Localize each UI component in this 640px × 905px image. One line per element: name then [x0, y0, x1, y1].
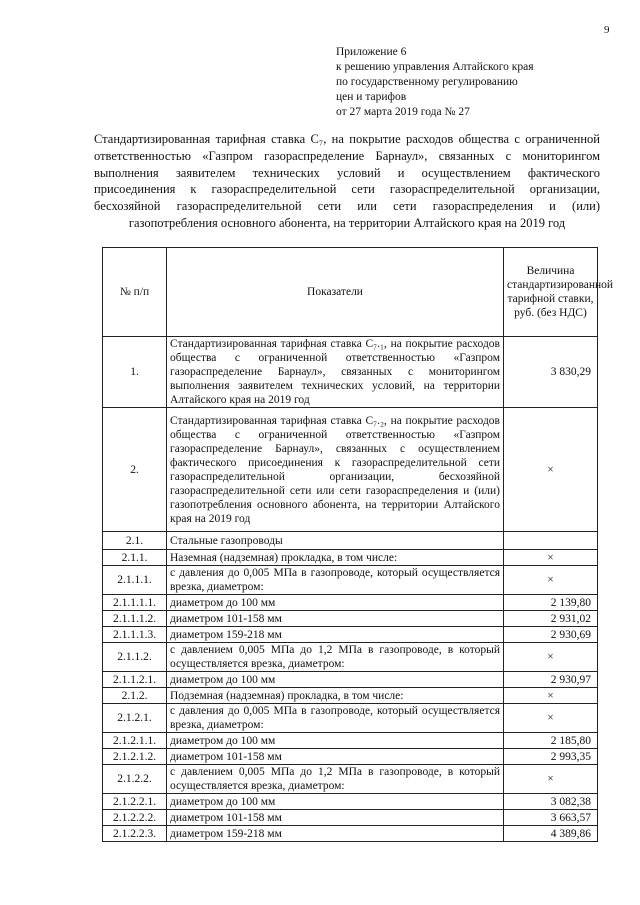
- row-value: 2 993,35: [504, 749, 598, 765]
- row-number: 2.1.1.2.: [103, 643, 167, 672]
- table-row: [103, 408, 598, 532]
- row-number: 2.: [103, 408, 167, 532]
- table-row: [103, 810, 598, 826]
- row-indicator: диаметром 101-158 мм: [167, 749, 504, 765]
- row-indicator: диаметром до 100 мм: [167, 595, 504, 611]
- row-number: 2.1.1.1.3.: [103, 627, 167, 643]
- row-number: 2.1.1.1.2.: [103, 611, 167, 627]
- row-indicator: диаметром 101-158 мм: [167, 810, 504, 826]
- table-row: [103, 337, 598, 408]
- table-row: [103, 627, 598, 643]
- row-indicator: диаметром до 100 мм: [167, 794, 504, 810]
- document-title: Стандартизированная тарифная ставка С₇, на покрытие расходов общества с ограниченной ответственностью «Газпром газораспределение Барнаул», связанных с мониторингом выполнения заявителем технических условий и осуществлением фактического присоединения к газораспределительной сети газораспределительной организации, бесхозяйной газораспределительной сети или сети газораспределения и (или) газопотребления основного абонента, на территории Алтайского края на 2019 год: [94, 132, 600, 230]
- row-number: 2.1.2.2.2.: [103, 810, 167, 826]
- row-number: 2.1.2.1.: [103, 704, 167, 733]
- header-num: № п/п: [103, 248, 167, 337]
- row-number: 2.1.2.2.1.: [103, 794, 167, 810]
- row-value: 2 139,80: [504, 595, 598, 611]
- row-number: 2.1.1.1.: [103, 566, 167, 595]
- table-row: [103, 749, 598, 765]
- row-number: 2.1.2.: [103, 688, 167, 704]
- row-indicator: с давления до 0,005 МПа в газопроводе, который осуществляется врезка, диаметром:: [167, 566, 504, 595]
- table-row: [103, 595, 598, 611]
- table-row: [103, 611, 598, 627]
- appendix-line: по государственному регулированию: [336, 76, 518, 88]
- row-value: [504, 532, 598, 550]
- row-value: 2 931,02: [504, 611, 598, 627]
- row-number: 2.1.2.1.1.: [103, 733, 167, 749]
- row-indicator: с давлением 0,005 МПа до 1,2 МПа в газопроводе, в который осуществляется врезка, диаметром:: [167, 765, 504, 794]
- row-indicator: Стандартизированная тарифная ставка С₇.₂, на покрытие расходов общества с ограниченной ответственностью «Газпром газораспределение Барнаул», связанных с осуществлением фактического присоединения к газораспределительной сети газораспределительной организации, бесхозяйной газораспределительной сети или сети газораспределения и (или) газопотребления основного абонента, на территории Алтайского края на 2019 год: [167, 408, 504, 532]
- row-value: 2 930,97: [504, 672, 598, 688]
- appendix-block: [336, 45, 616, 120]
- table-row: [103, 566, 598, 595]
- header-indicator: Показатели: [167, 248, 504, 337]
- row-indicator: диаметром до 100 мм: [167, 733, 504, 749]
- row-indicator: Стандартизированная тарифная ставка С₇.₁, на покрытие расходов общества с ограниченной ответственностью «Газпром газораспределение Барнаул», связанных с мониторингом выполнения заявителем технических условий, на территории Алтайского края на 2019 год: [167, 337, 504, 408]
- table-row: [103, 826, 598, 842]
- row-value: ×: [504, 566, 598, 595]
- table-row: [103, 532, 598, 550]
- header-value: Величина стандартизированной тарифной ставки, руб. (без НДС): [504, 248, 598, 337]
- row-value: 3 830,29: [504, 337, 598, 408]
- row-value: 2 185,80: [504, 733, 598, 749]
- table-row: [103, 794, 598, 810]
- appendix-line: цен и тарифов: [336, 91, 407, 103]
- table-row: [103, 765, 598, 794]
- row-number: 2.1.1.: [103, 550, 167, 566]
- table-row: [103, 704, 598, 733]
- row-value: ×: [504, 408, 598, 532]
- row-value: 3 663,57: [504, 810, 598, 826]
- row-value: 3 082,38: [504, 794, 598, 810]
- row-number: 2.1.2.1.2.: [103, 749, 167, 765]
- row-number: 2.1.2.2.: [103, 765, 167, 794]
- table-row: [103, 550, 598, 566]
- row-indicator: диаметром до 100 мм: [167, 672, 504, 688]
- row-value: ×: [504, 688, 598, 704]
- appendix-line: от 27 марта 2019 года № 27: [336, 106, 470, 118]
- row-number: 2.1.1.2.1.: [103, 672, 167, 688]
- row-value: ×: [504, 765, 598, 794]
- row-number: 2.1.: [103, 532, 167, 550]
- row-value: 2 930,69: [504, 627, 598, 643]
- row-indicator: Наземная (надземная) прокладка, в том числе:: [167, 550, 504, 566]
- row-indicator: с давлением 0,005 МПа до 1,2 МПа в газопроводе, в который осуществляется врезка, диаметром:: [167, 643, 504, 672]
- table-row: [103, 733, 598, 749]
- page-number: 9: [604, 24, 610, 36]
- row-value: ×: [504, 704, 598, 733]
- row-indicator: Стальные газопроводы: [167, 532, 504, 550]
- row-indicator: Подземная (надземная) прокладка, в том числе:: [167, 688, 504, 704]
- appendix-line: к решению управления Алтайского края: [336, 61, 534, 73]
- table-row: [103, 672, 598, 688]
- row-indicator: с давления до 0,005 МПа в газопроводе, который осуществляется врезка, диаметром:: [167, 704, 504, 733]
- row-value: 4 389,86: [504, 826, 598, 842]
- row-indicator: диаметром 101-158 мм: [167, 611, 504, 627]
- row-indicator: диаметром 159-218 мм: [167, 627, 504, 643]
- row-value: ×: [504, 550, 598, 566]
- row-value: ×: [504, 643, 598, 672]
- table-row: [103, 643, 598, 672]
- appendix-line: Приложение 6: [336, 46, 407, 58]
- tariff-table: [102, 247, 614, 842]
- row-number: 2.1.2.2.3.: [103, 826, 167, 842]
- table-row: [103, 688, 598, 704]
- row-number: 1.: [103, 337, 167, 408]
- row-indicator: диаметром 159-218 мм: [167, 826, 504, 842]
- row-number: 2.1.1.1.1.: [103, 595, 167, 611]
